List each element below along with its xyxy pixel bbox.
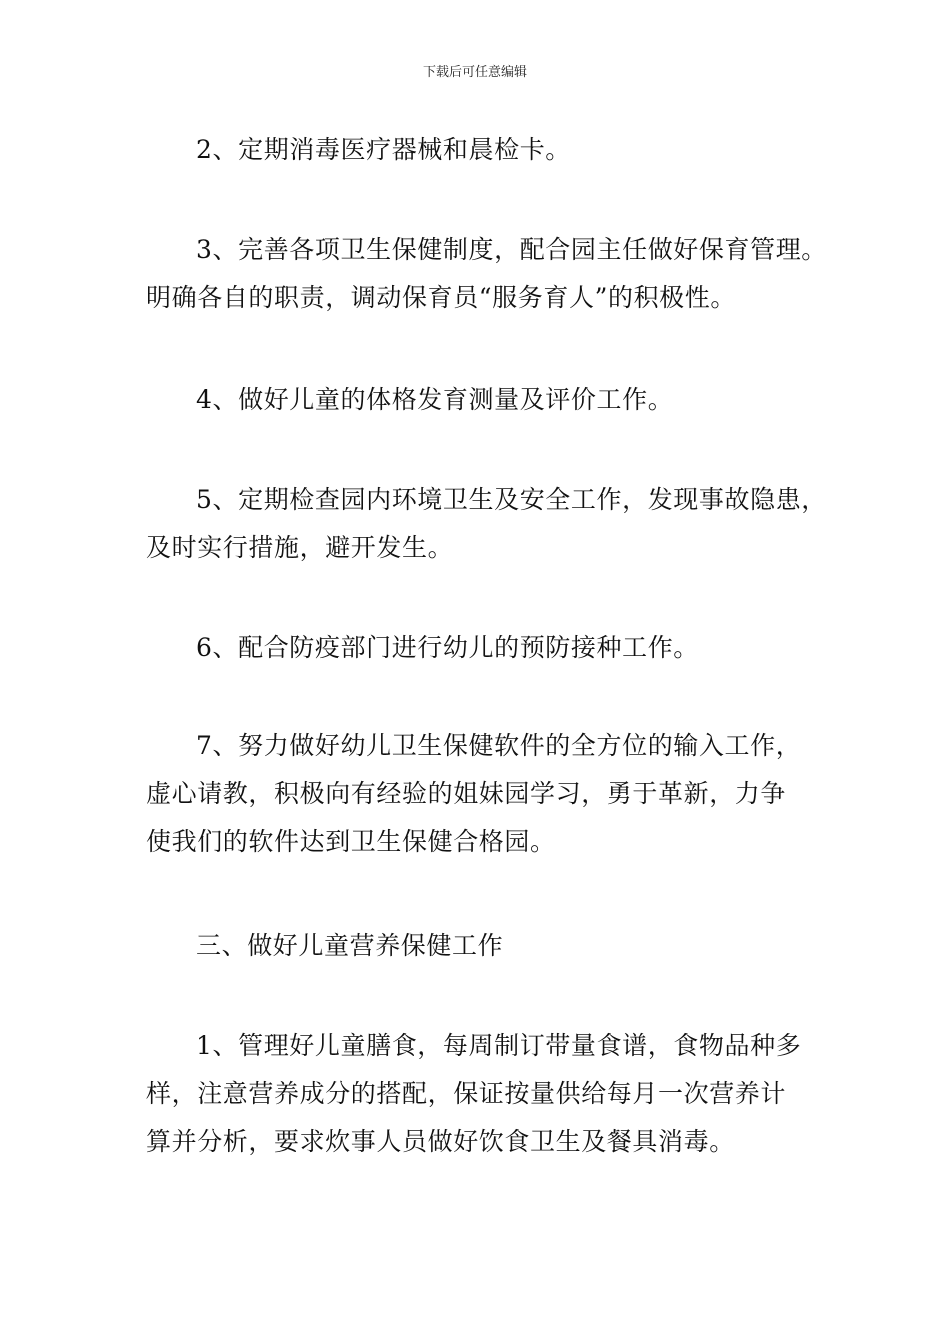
page-header: 下载后可任意编辑 xyxy=(422,65,527,80)
paragraph-line: 6、配合防疫部门进行幼儿的预防接种工作。 xyxy=(196,633,699,662)
paragraph-line: 明确各自的职责，调动保育员“服务育人”的积极性。 xyxy=(146,283,736,312)
section-heading-line: 三、做好儿童营养保健工作 xyxy=(196,931,504,960)
paragraph-item-6 xyxy=(146,624,836,672)
paragraph-line: 1、管理好儿童膳食，每周制订带量食谱，食物品种多 xyxy=(196,1031,802,1060)
paragraph-item-2 xyxy=(146,126,836,174)
paragraph-line: 3、完善各项卫生保健制度，配合园主任做好保育管理。 xyxy=(196,235,827,264)
paragraph-line: 7、努力做好幼儿卫生保健软件的全方位的输入工作， xyxy=(196,731,802,760)
paragraph-line: 2、定期消毒医疗器械和晨检卡。 xyxy=(196,135,571,164)
paragraph-item-5 xyxy=(146,476,836,572)
paragraph-line: 5、定期检查园内环境卫生及安全工作，发现事故隐患， xyxy=(196,485,827,514)
paragraph-line: 虚心请教，积极向有经验的姐妹园学习，勇于革新，力争 xyxy=(146,779,787,808)
paragraph-item-4 xyxy=(146,376,836,424)
paragraph-item-nutrition-1 xyxy=(146,1022,836,1166)
section-heading-3 xyxy=(146,922,836,970)
paragraph-line: 4、做好儿童的体格发育测量及评价工作。 xyxy=(196,385,674,414)
paragraph-line: 使我们的软件达到卫生保健合格园。 xyxy=(146,827,556,856)
paragraph-line: 及时实行措施，避开发生。 xyxy=(146,533,454,562)
paragraph-line: 样，注意营养成分的搭配，保证按量供给每月一次营养计 xyxy=(146,1079,787,1108)
paragraph-item-7 xyxy=(146,722,836,866)
paragraph-line: 算并分析，要求炊事人员做好饮食卫生及餐具消毒。 xyxy=(146,1127,735,1156)
paragraph-item-3 xyxy=(146,226,836,322)
